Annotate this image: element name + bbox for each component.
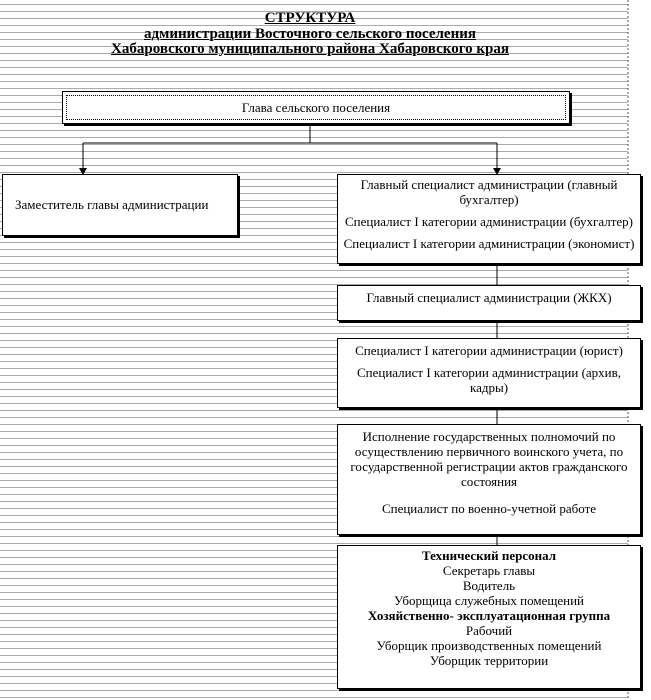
staff-box [337,545,641,689]
deputy-label: Заместитель главы администрации [15,197,209,212]
tech-item: Уборщица служебных помещений [393,593,585,608]
tech-item: Секретарь главы [442,563,536,578]
military-item: Специалист по военно-учетной работе [381,501,597,516]
maint-item: Рабочий [465,623,513,638]
accounting-item: Главный специалист администрации (главный бухгалтер) [360,177,618,207]
maint-heading: Хозяйственно- эксплуатационная группа [367,608,611,623]
housing-box [337,285,641,321]
military-item: Исполнение государственных полномочий по осуществлению первичного воинского учета, по государственной регистрации актов гражданского состояния [350,429,628,489]
legal-box [337,338,641,408]
accounting-box [337,174,641,264]
head-label: Глава сельского поселения [241,100,391,115]
maint-item: Уборщик территории [429,653,549,668]
chart-subtitle-1: администрации Восточного сельского поселения [144,26,476,42]
head-box [62,91,570,124]
legal-item: Специалист I категории администрации (архив, кадры) [356,365,622,395]
accounting-item: Специалист I категории администрации (экономист) [343,236,635,251]
deputy-box [2,174,238,236]
tech-item: Водитель [462,578,516,593]
housing-label: Главный специалист администрации (ЖКХ) [366,290,612,305]
military-box [337,424,641,535]
chart-title: СТРУКТУРА [264,10,356,26]
chart-subtitle-2: Хабаровского муниципального района Хабаровского края [111,41,509,57]
maint-item: Уборщик производственных помещений [376,638,602,653]
accounting-item: Специалист I категории администрации (бухгалтер) [344,214,633,229]
tech-heading: Технический персонал [421,548,557,563]
legal-item: Специалист I категории администрации (юрист) [355,343,623,358]
